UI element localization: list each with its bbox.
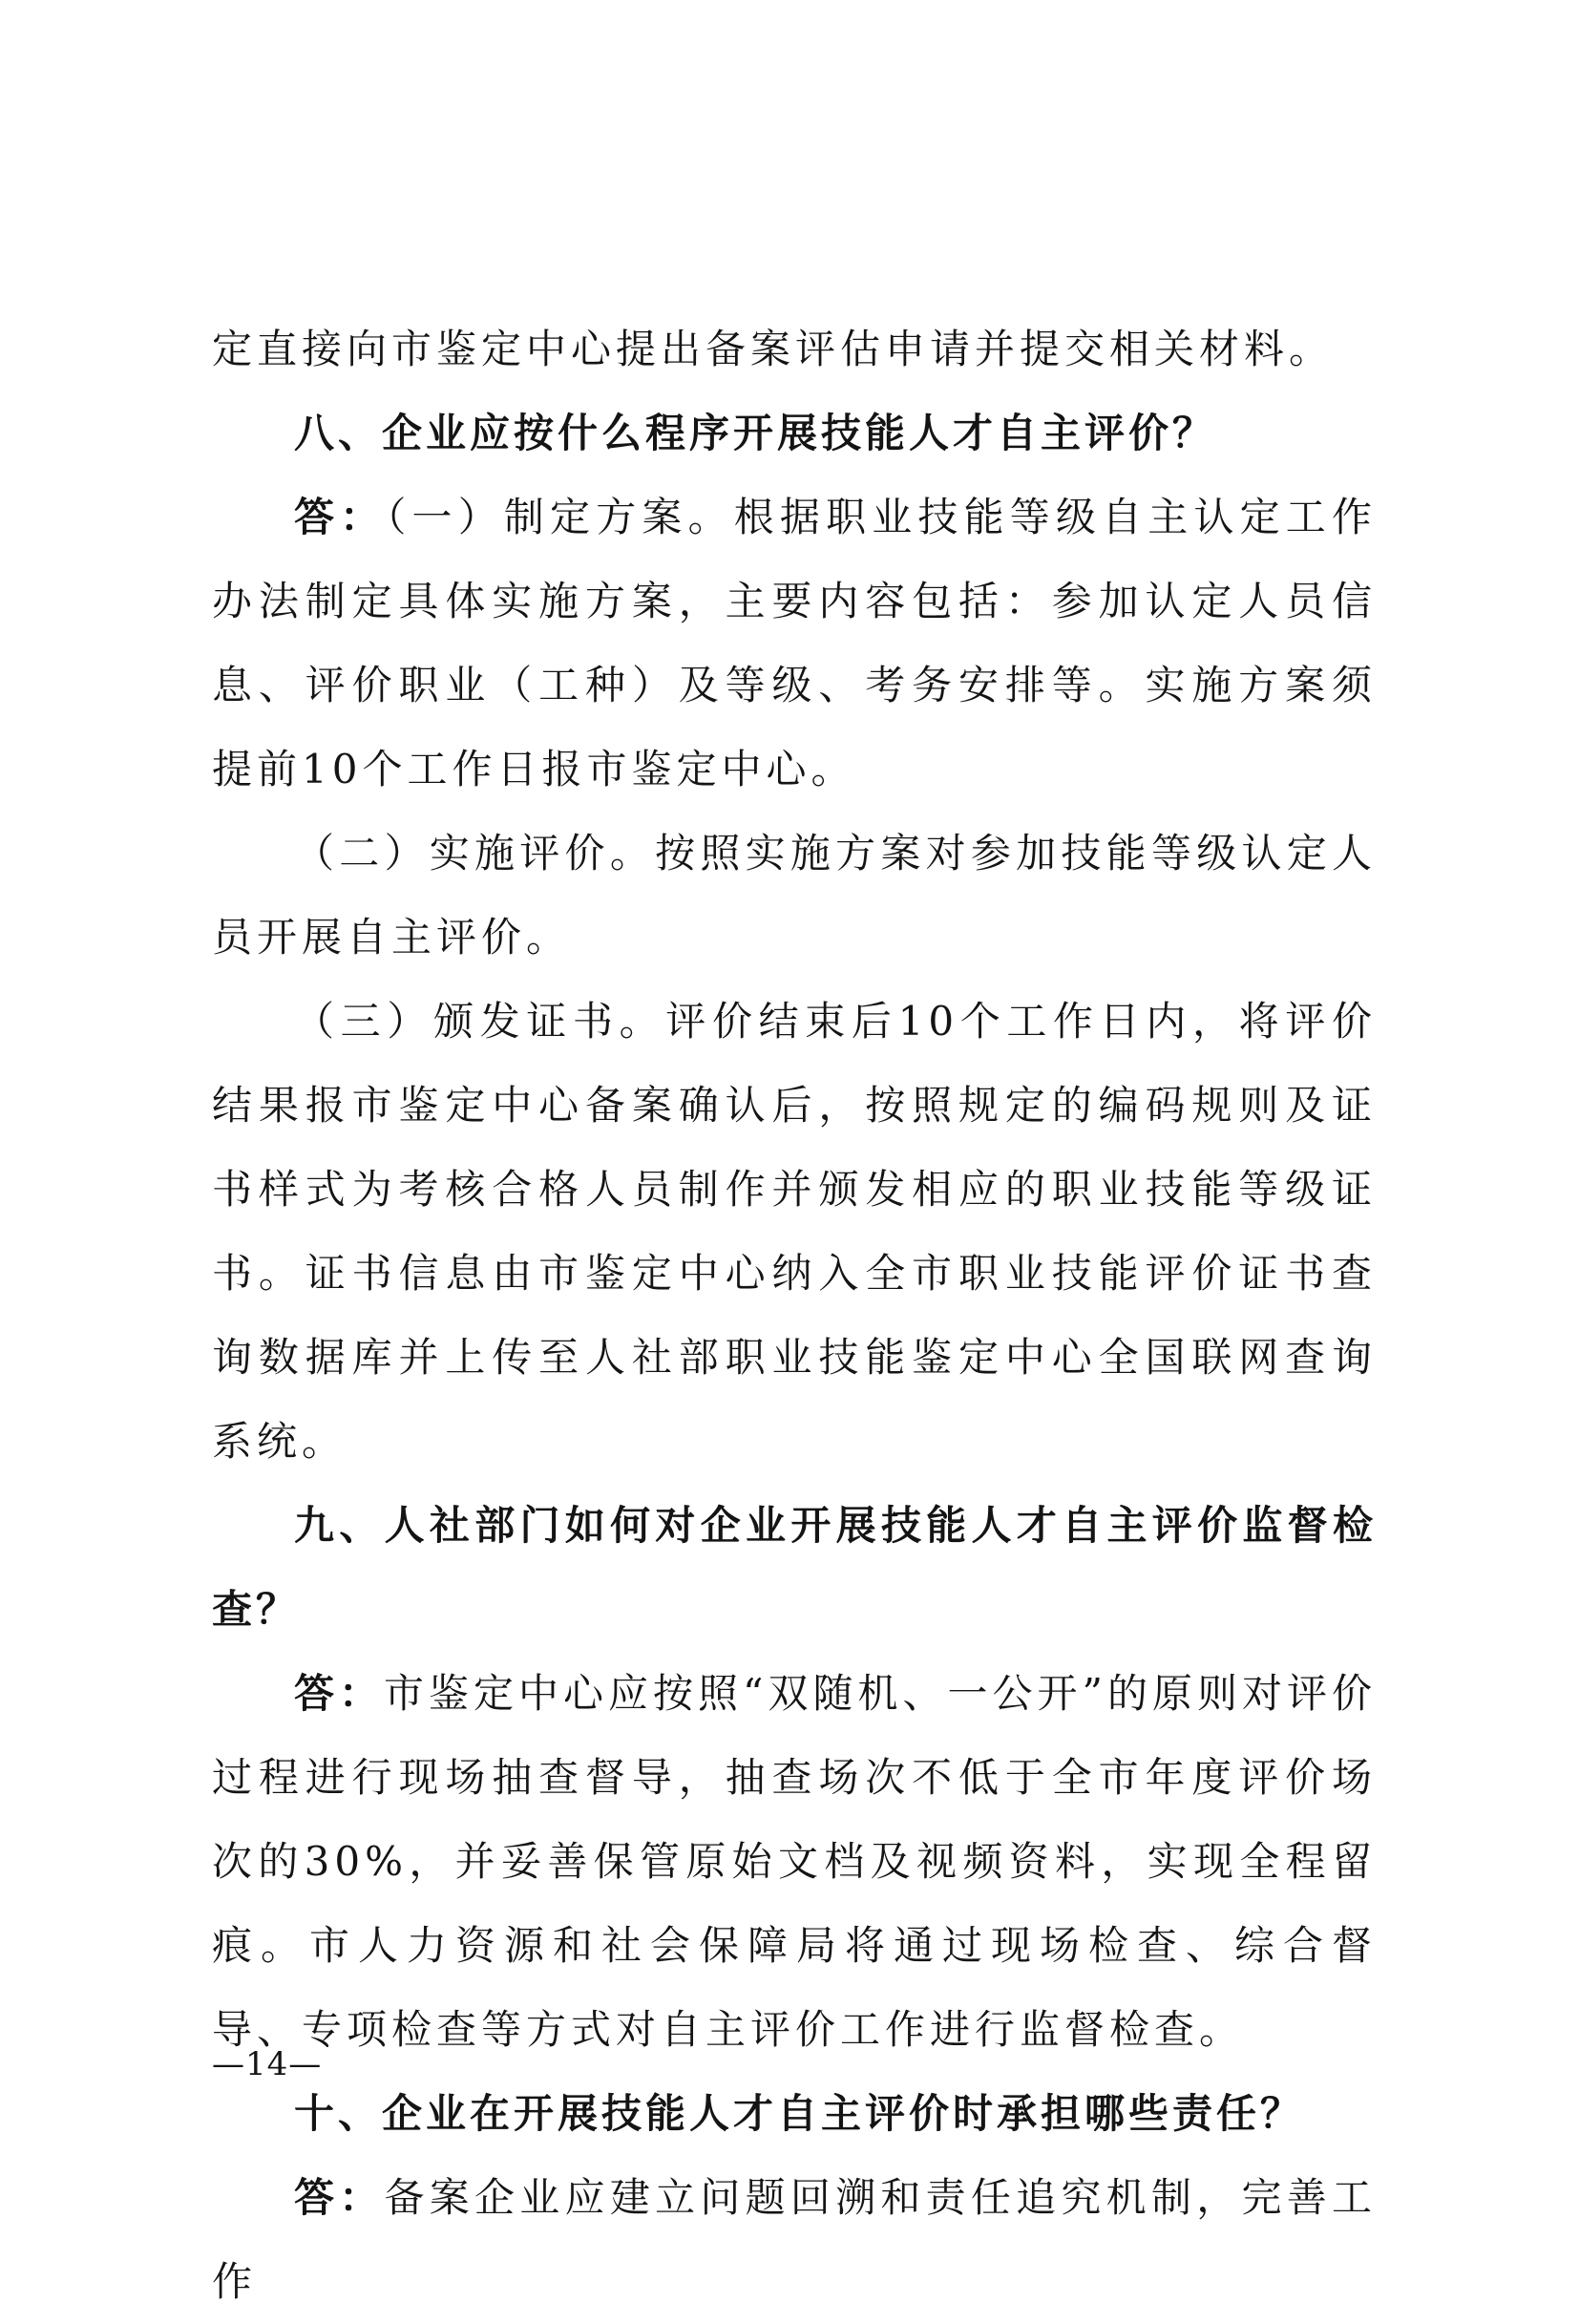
paragraph-text: 定直接向市鉴定中心提出备案评估申请并提交相关材料。: [212, 326, 1335, 372]
answer-label: 答：: [294, 1670, 385, 1717]
heading-text: 十、企业在开展技能人才自主评价时承担哪些责任？: [294, 2090, 1305, 2137]
answer-paragraph-8: [212, 475, 1377, 812]
page-number: —14—: [212, 2045, 323, 2083]
section-heading-8: [212, 391, 1377, 475]
answer-paragraph-10: [212, 2156, 1377, 2324]
document-body: [212, 307, 1377, 2324]
section-heading-9: [212, 1484, 1377, 1652]
heading-text: 九、人社部门如何对企业开展技能人才自主评价监督检查？: [212, 1502, 1377, 1633]
step-paragraph-3: [212, 980, 1377, 1484]
answer-text: （一）制定方案。根据职业技能等级自主认定工作办法制定具体实施方案，主要内容包括：参加认定人员信息、评价职业（工种）及等级、考务安排等。实施方案须提前10个工作日报市鉴定中心。: [212, 494, 1377, 792]
section-heading-10: [212, 2072, 1377, 2156]
heading-text: 八、企业应按什么程序开展技能人才自主评价？: [294, 410, 1217, 456]
answer-paragraph-9: [212, 1652, 1377, 2072]
answer-text: 市鉴定中心应按照“双随机、一公开”的原则对评价过程进行现场抽查督导，抽查场次不低于全市年度评价场次的30%，并妥善保管原始文档及视频资料，实现全程留痕。市人力资源和社会保障局将通过现场检查、综合督导、专项检查等方式对自主评价工作进行监督检查。: [212, 1670, 1377, 2053]
answer-text: 备案企业应建立问题回溯和责任追究机制，完善工作: [212, 2174, 1377, 2305]
answer-label: 答：: [294, 494, 387, 540]
answer-label: 答：: [294, 2174, 385, 2221]
step-paragraph-2: [212, 812, 1377, 980]
paragraph-continuation: [212, 307, 1377, 391]
paragraph-text: （三）颁发证书。评价结束后10个工作日内，将评价结果报市鉴定中心备案确认后，按照规定的编码规则及证书样式为考核合格人员制作并颁发相应的职业技能等级证书。证书信息由市鉴定中心纳入全市职业技能评价证书查询数据库并上传至人社部职业技能鉴定中心全国联网查询系统。: [212, 998, 1377, 1465]
paragraph-text: （二）实施评价。按照实施方案对参加技能等级认定人员开展自主评价。: [212, 830, 1377, 961]
